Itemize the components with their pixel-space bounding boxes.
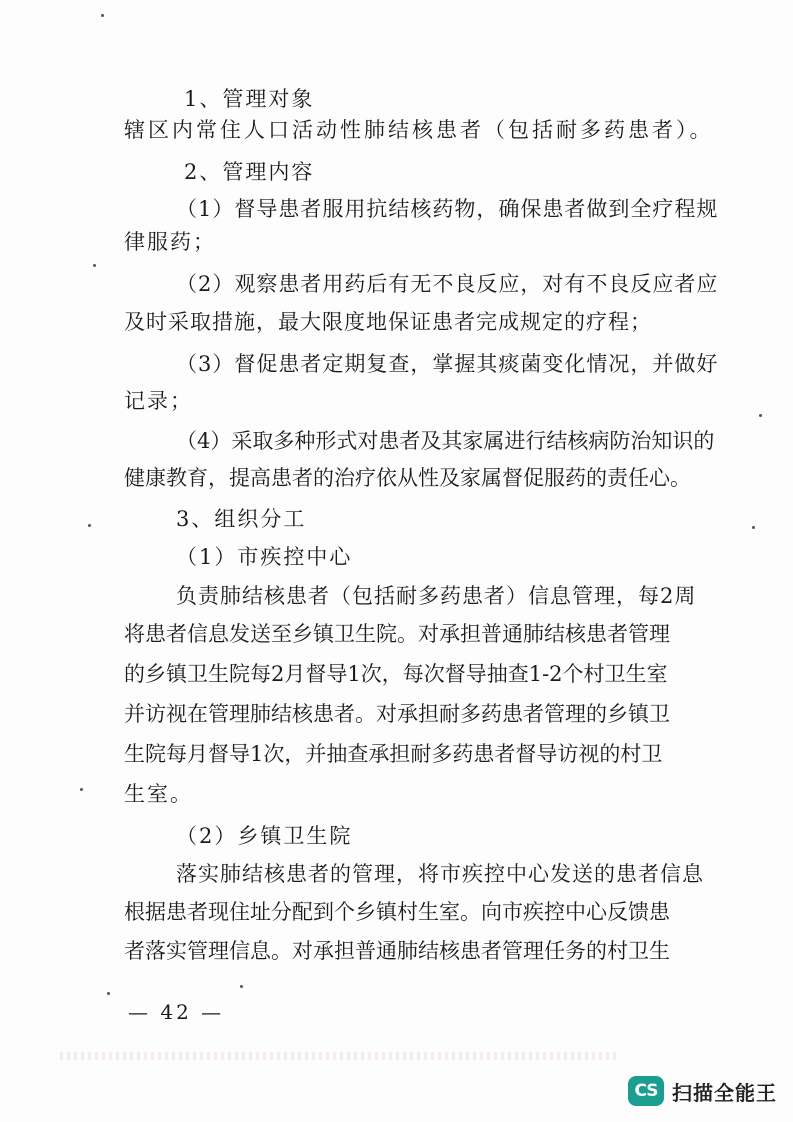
doc-line: 落实肺结核患者的管理，将市疾控中心发送的患者信息: [176, 862, 704, 886]
doc-line: 负责肺结核患者（包括耐多药患者）信息管理，每2周: [176, 584, 697, 608]
doc-line: （2）乡镇卫生院: [176, 824, 353, 848]
doc-line: 并访视在管理肺结核患者。对承担耐多药患者管理的乡镇卫: [124, 702, 670, 726]
scan-speck: [80, 788, 83, 791]
page-number: — 42 —: [128, 1000, 225, 1024]
doc-line: 辖区内常住人口活动性肺结核患者（包括耐多药患者）。: [124, 118, 714, 142]
scan-speck: [93, 264, 96, 267]
scanner-watermark: [628, 1076, 777, 1106]
doc-line: 记录；: [124, 389, 193, 413]
doc-line: 生室。: [124, 782, 193, 806]
scan-speck: [752, 526, 755, 529]
doc-line: 生院每月督导1次，并抽查承担耐多药患者督导访视的村卫: [124, 742, 663, 766]
doc-line: 根据患者现住址分配到个乡镇村生室。向市疾控中心反馈患: [124, 900, 670, 924]
scan-speck: [240, 985, 243, 988]
scan-artifact: [60, 1052, 620, 1060]
doc-line: 及时采取措施，最大限度地保证患者完成规定的疗程；: [124, 310, 652, 334]
doc-line: （3）督促患者定期复查，掌握其痰菌变化情况，并做好: [176, 352, 719, 376]
watermark-app-name: 扫描全能王: [672, 1080, 777, 1105]
doc-line: 3、组织分工: [176, 507, 307, 531]
doc-line: 者落实管理信息。对承担普通肺结核患者管理任务的村卫生: [124, 939, 670, 963]
doc-line: 健康教育，提高患者的治疗依从性及家属督促服药的责任心。: [124, 466, 691, 490]
doc-line: （2）观察患者用药后有无不良反应，对有不良反应者应: [176, 272, 719, 296]
doc-line: 1、管理对象: [184, 87, 315, 111]
doc-line: （4）采取多种形式对患者及其家属进行结核病防治知识的: [176, 429, 715, 453]
doc-line: （1）督导患者服用抗结核药物，确保患者做到全疗程规: [176, 197, 719, 221]
doc-line: 2、管理内容: [184, 160, 315, 184]
doc-line: 律服药；: [124, 230, 216, 254]
camscanner-logo-icon: CS: [628, 1076, 664, 1106]
scan-speck: [101, 14, 104, 17]
scan-speck: [759, 414, 762, 417]
scan-speck: [107, 992, 110, 995]
doc-line: 将患者信息发送至乡镇卫生院。对承担普通肺结核患者管理: [124, 622, 670, 646]
doc-line: （1）市疾控中心: [176, 545, 353, 569]
scan-speck: [88, 524, 91, 527]
doc-line: 的乡镇卫生院每2月督导1次，每次督导抽查1-2个村卫生室: [124, 662, 668, 686]
